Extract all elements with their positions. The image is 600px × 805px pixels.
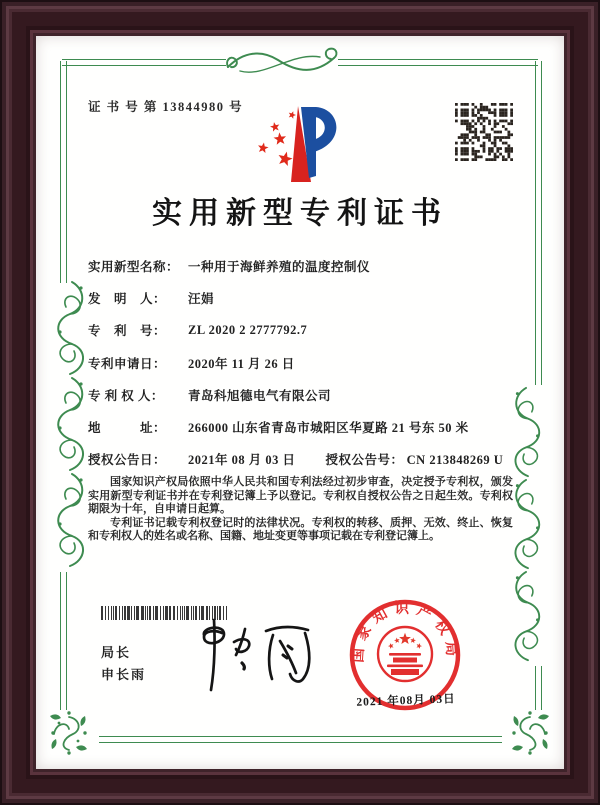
- certificate-title: 实用新型专利证书: [152, 197, 448, 230]
- field-value: CN 213848269 U: [406, 453, 504, 468]
- field-label: 专 利 号：: [88, 324, 167, 339]
- signer-block: [101, 642, 146, 686]
- seal-date: 2021 年08月 03日: [356, 693, 456, 709]
- field-row-patentee: [88, 379, 530, 411]
- field-value: 266000 山东省青岛市城阳区华夏路 21 号东 50 米: [188, 421, 469, 436]
- cnipa-logo-icon: [253, 96, 347, 188]
- director-signature: [182, 616, 324, 700]
- field-label: 专利申请日：: [88, 356, 167, 371]
- field-value: 汪娟: [188, 292, 215, 307]
- border-left-upper-line: [60, 61, 67, 283]
- director-name: 申长雨: [101, 667, 147, 682]
- top-flourish-ornament: [224, 46, 340, 82]
- certificate-number: 证 书 号 第 13844980 号: [88, 100, 244, 114]
- field-row-grant: [88, 443, 530, 475]
- field-row-patent-no: [88, 314, 530, 346]
- bottom-left-floral-ornament: [45, 710, 93, 756]
- field-label: 授权公告号：: [325, 453, 404, 468]
- field-value: 一种用于海鲜养殖的温度控制仪: [188, 260, 371, 275]
- legal-text: [88, 476, 513, 544]
- field-row-name: [88, 250, 530, 282]
- director-title: 局长: [101, 645, 132, 660]
- legal-paragraph: 专利证书记载专利权登记时的法律状况。专利权的转移、质押、无效、终止、恢复和专利权人的姓名或名称、国籍、地址变更等事项记载在专利登记簿上。: [88, 516, 513, 543]
- border-top-left-line: [62, 59, 226, 66]
- field-value: 2021年 08 月 03 日: [188, 453, 296, 468]
- border-top-right-line: [338, 59, 538, 66]
- border-right-lower-line: [535, 666, 542, 710]
- field-row-inventor: [88, 282, 530, 314]
- seal-ring-text: 国家知识产权局: [350, 601, 460, 664]
- qr-code: [455, 103, 513, 161]
- field-value: 2020年 11 月 26 日: [188, 356, 295, 371]
- certificate-fields: [88, 250, 530, 475]
- field-label: 授权公告日：: [88, 453, 167, 468]
- field-value: 青岛科旭德电气有限公司: [188, 388, 332, 403]
- bottom-right-floral-ornament: [506, 710, 554, 756]
- field-label: 专 利 权 人：: [88, 388, 164, 403]
- field-label: 实用新型名称：: [88, 260, 180, 275]
- field-label: 地 址：: [88, 421, 167, 436]
- left-scroll-ornament: [52, 280, 90, 570]
- field-row-address: [88, 411, 530, 443]
- legal-paragraph: 国家知识产权局依照中华人民共和国专利法经过初步审查，决定授予专利权，颁发实用新型专利证书并在专利登记簿上予以登记。专利权自授权公告之日起生效。专利权期限为十年，自申请日起算。: [88, 476, 513, 516]
- border-left-lower-line: [60, 572, 67, 710]
- field-label: 发 明 人：: [88, 292, 167, 307]
- field-row-filing-date: [88, 347, 530, 379]
- field-value: ZL 2020 2 2777792.7: [188, 322, 308, 337]
- border-bottom-line: [99, 736, 502, 743]
